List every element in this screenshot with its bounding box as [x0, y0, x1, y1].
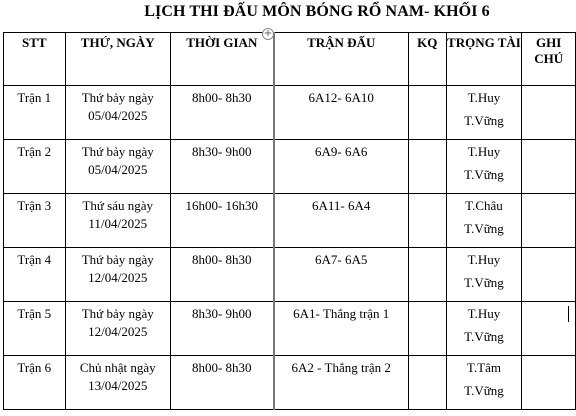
referee-2: T.Vững [464, 221, 504, 236]
table-move-handle-icon[interactable]: + [263, 28, 273, 39]
document-title: LỊCH THI ĐẤU MÔN BÓNG RỔ NAM- KHỐI 6 [144, 3, 490, 20]
table-row [4, 194, 576, 248]
referee-2: T.Vững [464, 383, 504, 398]
cell-match: 6A1- Thắng trận 1 [274, 302, 409, 356]
cell-stt: Trận 1 [4, 86, 66, 140]
table-row [4, 356, 576, 410]
cell-stt: Trận 3 [4, 194, 66, 248]
table-row [4, 302, 576, 356]
cell-note [522, 194, 576, 248]
referee-1: T.Châu [465, 198, 503, 213]
header-day: THỨ, NGÀY [65, 33, 170, 86]
cell-match: 6A9- 6A6 [274, 140, 409, 194]
cell-note [522, 86, 576, 140]
referee-1: T.Huy [467, 90, 501, 105]
referee-1: T.Tâm [466, 360, 501, 375]
cell-note [522, 248, 576, 302]
cell-ref [446, 356, 522, 410]
cell-note [522, 140, 576, 194]
cell-ref [446, 302, 522, 356]
cell-match: 6A11- 6A4 [274, 194, 409, 248]
referee-2: T.Vững [464, 329, 504, 344]
cell-kq [408, 86, 446, 140]
cell-day: Thứ bảy ngày 05/04/2025 [65, 86, 170, 140]
cell-kq [408, 356, 446, 410]
cell-match: 6A7- 6A5 [274, 248, 409, 302]
cell-day: Thứ bảy ngày 12/04/2025 [65, 248, 170, 302]
referee-2: T.Vững [464, 113, 504, 128]
cell-ref [446, 248, 522, 302]
cell-kq [408, 140, 446, 194]
cell-ref [446, 86, 522, 140]
cell-ref [446, 140, 522, 194]
cell-time: 8h30- 9h00 [170, 302, 273, 356]
table-row [4, 248, 576, 302]
cell-note [522, 356, 576, 410]
cell-kq [408, 302, 446, 356]
cell-time: 8h00- 8h30 [170, 86, 273, 140]
cell-time: 8h30- 9h00 [170, 140, 273, 194]
cell-time: 16h00- 16h30 [170, 194, 273, 248]
header-stt: STT [4, 33, 66, 86]
cell-time: 8h00- 8h30 [170, 248, 273, 302]
cell-kq [408, 248, 446, 302]
header-kq: KQ [408, 33, 446, 86]
referee-1: T.Huy [467, 306, 501, 321]
table-row [4, 86, 576, 140]
cell-time: 8h00- 8h30 [170, 356, 273, 410]
table-row [4, 140, 576, 194]
referee-1: T.Huy [467, 144, 501, 159]
cell-kq [408, 194, 446, 248]
header-time: THỜI GIAN [170, 33, 273, 86]
cell-day: Thứ sáu ngày 11/04/2025 [65, 194, 170, 248]
cell-stt: Trận 6 [4, 356, 66, 410]
text-cursor-mark [568, 306, 569, 322]
referee-2: T.Vững [464, 167, 504, 182]
cell-stt: Trận 2 [4, 140, 66, 194]
referee-1: T.Huy [467, 252, 501, 267]
header-note: GHI CHÚ [522, 33, 576, 86]
cell-match: 6A12- 6A10 [274, 86, 409, 140]
referee-2: T.Vững [464, 275, 504, 290]
header-match: TRẬN ĐẤU [274, 33, 409, 86]
cell-stt: Trận 4 [4, 248, 66, 302]
cell-stt: Trận 5 [4, 302, 66, 356]
cell-ref [446, 194, 522, 248]
cell-day: Thứ bảy ngày 12/04/2025 [65, 302, 170, 356]
cell-match: 6A2 - Thắng trận 2 [274, 356, 409, 410]
cell-day: Thứ bảy ngày 05/04/2025 [65, 140, 170, 194]
header-ref: TRỌNG TÀI [446, 33, 522, 86]
schedule-table [3, 32, 576, 410]
cell-day: Chủ nhật ngày 13/04/2025 [65, 356, 170, 410]
header-row [4, 33, 576, 86]
